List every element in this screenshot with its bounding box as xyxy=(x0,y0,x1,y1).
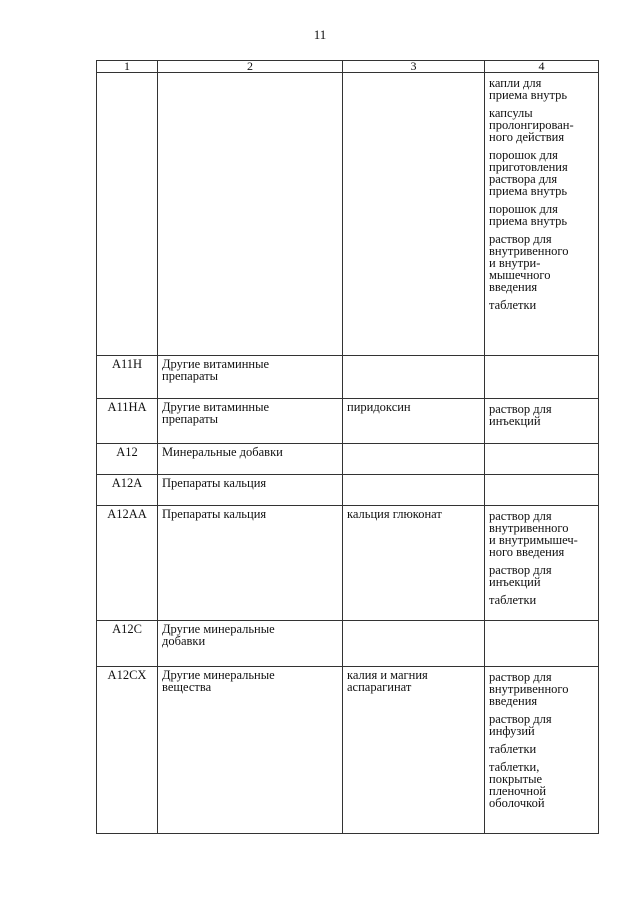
dosage-forms xyxy=(485,73,599,356)
dosage-form: раствор для внутривенного введения xyxy=(489,670,569,708)
dosage-form: капли для приема внутрь xyxy=(489,76,568,102)
active-substance xyxy=(343,621,485,667)
table-row xyxy=(97,475,599,506)
atc-code: A12CX xyxy=(97,667,158,834)
dosage-form: раствор для инфузий xyxy=(489,712,552,738)
atc-code: A11HA xyxy=(97,399,158,444)
active-substance xyxy=(343,356,485,399)
dosage-forms xyxy=(485,399,599,444)
column-header: 4 xyxy=(485,61,599,73)
table-row xyxy=(97,444,599,475)
column-header: 1 xyxy=(97,61,158,73)
pharmacological-group: Минеральные добавки xyxy=(158,444,343,475)
dosage-form: раствор для инъекций xyxy=(489,563,552,589)
active-substance: кальция глюконат xyxy=(343,506,485,621)
dosage-form: капсулы пролонгирован- ного действия xyxy=(489,106,574,144)
dosage-form: раствор для внутривенного и внутримышеч- ного введения xyxy=(489,509,578,559)
atc-code: A11H xyxy=(97,356,158,399)
table-row xyxy=(97,356,599,399)
table-row xyxy=(97,506,599,621)
table-row xyxy=(97,73,599,356)
table-header-row xyxy=(97,61,599,73)
atc-code: A12C xyxy=(97,621,158,667)
pharmacological-group: Препараты кальция xyxy=(158,475,343,506)
pharmacological-group: Другие витаминные препараты xyxy=(158,356,343,399)
dosage-forms xyxy=(485,621,599,667)
table-row xyxy=(97,399,599,444)
atc-code xyxy=(97,73,158,356)
column-header: 2 xyxy=(158,61,343,73)
page-number: 11 xyxy=(313,27,327,42)
dosage-forms xyxy=(485,444,599,475)
column-header: 3 xyxy=(343,61,485,73)
drug-table xyxy=(96,60,599,834)
dosage-form: порошок для приема внутрь xyxy=(489,202,568,228)
table-row xyxy=(97,667,599,834)
pharmacological-group: Другие витаминные препараты xyxy=(158,399,343,444)
active-substance: калия и магния аспарагинат xyxy=(343,667,485,834)
active-substance xyxy=(343,444,485,475)
atc-code: A12 xyxy=(97,444,158,475)
active-substance: пиридоксин xyxy=(343,399,485,444)
pharmacological-group xyxy=(158,73,343,356)
dosage-forms xyxy=(485,667,599,834)
dosage-form: таблетки xyxy=(489,593,537,607)
atc-code: A12A xyxy=(97,475,158,506)
atc-code: A12AA xyxy=(97,506,158,621)
dosage-form: раствор для инъекций xyxy=(489,402,552,428)
pharmacological-group: Препараты кальция xyxy=(158,506,343,621)
dosage-form: таблетки xyxy=(489,298,537,312)
active-substance xyxy=(343,475,485,506)
table-row xyxy=(97,621,599,667)
dosage-form: порошок для приготовления раствора для приема внутрь xyxy=(489,148,568,198)
dosage-forms xyxy=(485,506,599,621)
pharmacological-group: Другие минеральные добавки xyxy=(158,621,343,667)
dosage-forms xyxy=(485,356,599,399)
dosage-form: таблетки, покрытые пленочной оболочкой xyxy=(489,760,547,810)
active-substance xyxy=(343,73,485,356)
pharmacological-group: Другие минеральные вещества xyxy=(158,667,343,834)
dosage-form: раствор для внутривенного и внутри- мышечного введения xyxy=(489,232,569,294)
dosage-form: таблетки xyxy=(489,742,537,756)
dosage-forms xyxy=(485,475,599,506)
